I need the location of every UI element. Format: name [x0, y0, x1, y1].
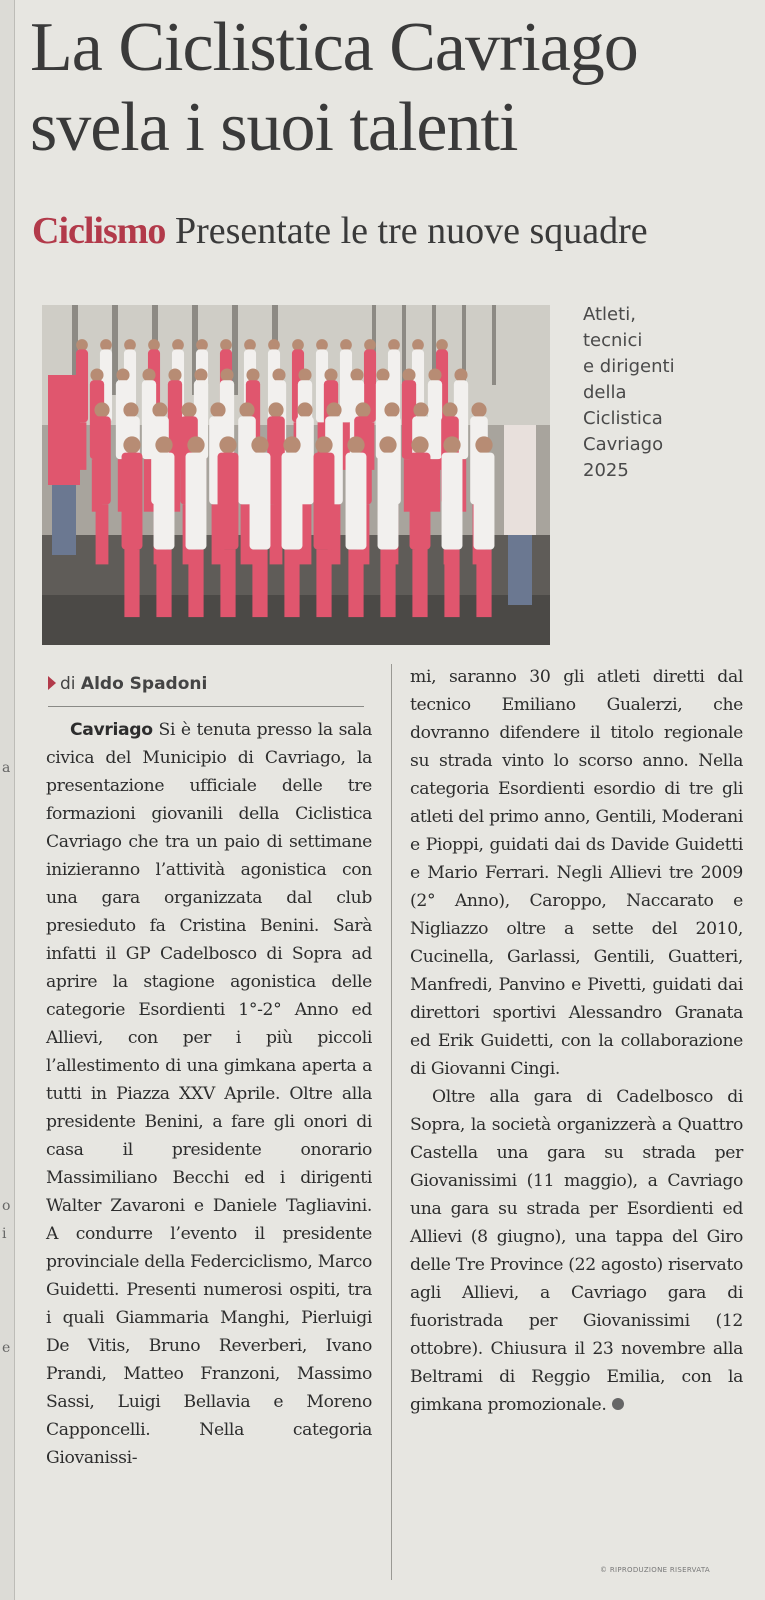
- rider-head: [340, 339, 352, 351]
- rider-legs: [284, 550, 299, 618]
- rider-head: [194, 368, 207, 381]
- rider-head: [292, 339, 304, 351]
- rider-head: [388, 339, 400, 351]
- rider-legs: [348, 550, 363, 618]
- photo-caption: [583, 302, 753, 484]
- rider-head: [210, 402, 225, 417]
- rider-body: [250, 453, 271, 550]
- caption-line: e dirigenti: [583, 356, 675, 377]
- rider-head: [268, 402, 283, 417]
- rider-legs: [380, 550, 395, 618]
- rider-head: [283, 436, 300, 453]
- caption-line: 2025: [583, 460, 629, 481]
- subheadline: [32, 208, 752, 254]
- end-mark-icon: [612, 1398, 624, 1410]
- rider-body: [346, 453, 367, 550]
- rider-body: [122, 453, 143, 550]
- rider-body: [474, 453, 495, 550]
- rider-head: [142, 368, 155, 381]
- rider-head: [90, 368, 103, 381]
- rider-head: [123, 436, 140, 453]
- rider-head: [384, 402, 399, 417]
- rider-legs: [220, 550, 235, 618]
- rider-head: [187, 436, 204, 453]
- byline-divider: [48, 706, 364, 707]
- adjacent-column-edge: [0, 0, 15, 1600]
- rider-body: [93, 416, 111, 504]
- rider-legs: [444, 550, 459, 618]
- caption-line: tecnici: [583, 330, 643, 351]
- rider-body: [314, 453, 335, 550]
- adult-legs: [508, 535, 532, 605]
- rider-head: [123, 402, 138, 417]
- rider-body: [218, 453, 239, 550]
- rider-legs: [188, 550, 203, 618]
- rider-legs: [412, 550, 427, 618]
- rider-legs: [430, 459, 440, 512]
- rider-head: [442, 402, 457, 417]
- caption-line: Ciclistica: [583, 408, 663, 429]
- rider-head: [475, 436, 492, 453]
- rider-head: [316, 339, 328, 351]
- rider-head: [124, 339, 136, 351]
- rider-head: [220, 368, 233, 381]
- rider-head: [297, 402, 312, 417]
- rider-head: [324, 368, 337, 381]
- rider-head: [239, 402, 254, 417]
- rider-legs: [252, 550, 267, 618]
- rider-head: [219, 436, 236, 453]
- rider-head: [152, 402, 167, 417]
- rider-body: [282, 453, 303, 550]
- rider-head: [268, 339, 280, 351]
- rider-head: [350, 368, 363, 381]
- adult-legs: [52, 485, 76, 555]
- rider-body: [154, 453, 175, 550]
- rider-head: [244, 339, 256, 351]
- byline-marker-icon: [48, 676, 56, 690]
- caption-line: della: [583, 382, 627, 403]
- team-photo: [42, 305, 550, 645]
- rider-body: [442, 453, 463, 550]
- rider-head: [315, 436, 332, 453]
- rider-legs: [124, 550, 139, 618]
- edge-fragment: a: [2, 760, 11, 776]
- rider-legs: [316, 550, 331, 618]
- rider-head: [355, 402, 370, 417]
- headline-line-1: La Ciclistica Cavriago: [30, 9, 638, 86]
- rider-legs: [270, 504, 283, 564]
- rider-head: [272, 368, 285, 381]
- adult-figure: [48, 375, 80, 485]
- rider-head: [402, 368, 415, 381]
- adult-figure: [504, 425, 536, 535]
- rider-head: [148, 339, 160, 351]
- copyright-notice: © RIPRODUZIONE RISERVATA: [600, 1566, 710, 1574]
- rider-head: [94, 402, 109, 417]
- column-2-paragraph-1: mi, saranno 30 gli atleti diretti dal tecnico Emiliano Gualerzi, che dovranno difendere il titolo regionale su strada vinto lo scorso anno. Nella categoria Esordienti esordio di tre gli atleti del primo anno, Gentili, Moderani e Pioppi, guidati dai ds Davide Guidetti e Mario Ferrari. Negli Allievi tre 2009 (2° Anno), Caroppo, Naccarato e Nigliazzo oltre a sette del 2010, Cucinella, Garlassi, Gentili, Guatteri, Manfredi, Panvino e Pivetti, guidati dai direttori sportivi Alessandro Granata ed Erik Guidetti, con la collaborazione di Giovanni Cingi.: [410, 667, 743, 1079]
- edge-fragment: o: [2, 1198, 11, 1214]
- column-2-paragraph-2-text: Oltre alla gara di Cadelbosco di Sopra, la società organizzerà a Quattro Castella una gara su strada per Giovanissimi (11 maggio), a Cavriago una gara su strada per Esordienti ed Allievi (8 giugno), una tappa del Giro delle Tre Province (22 agosto) riservato agli Allievi, a Cavriago gara di fuoristrada per Giovanissimi (12 ottobre). Chiusura il 23 novembre alla Beltrami di Reggio Emilia, con la gimkana promozionale.: [410, 1087, 743, 1415]
- headline-line-2: svela i suoi talenti: [30, 89, 518, 166]
- headline: [30, 8, 750, 168]
- rider-body: [378, 453, 399, 550]
- rider-head: [246, 368, 259, 381]
- rider-head: [155, 436, 172, 453]
- rider-legs: [476, 550, 491, 618]
- rider-head: [347, 436, 364, 453]
- rider-head: [428, 368, 441, 381]
- rider-head: [454, 368, 467, 381]
- rider-body: [410, 453, 431, 550]
- byline-author: Aldo Spadoni: [80, 674, 208, 694]
- rider-head: [116, 368, 129, 381]
- section-kicker: Ciclismo: [32, 210, 166, 252]
- rider-head: [251, 436, 268, 453]
- dateline: Cavriago: [70, 720, 153, 740]
- rider-legs: [96, 504, 109, 564]
- rider-head: [412, 339, 424, 351]
- caption-line: Atleti,: [583, 304, 636, 325]
- column-2-paragraph-2: [410, 1083, 743, 1419]
- rider-body: [186, 453, 207, 550]
- rider-head: [168, 368, 181, 381]
- rider-head: [196, 339, 208, 351]
- edge-fragment: i: [2, 1226, 7, 1242]
- rider-head: [100, 339, 112, 351]
- byline: [48, 674, 368, 694]
- rider-legs: [156, 550, 171, 618]
- byline-prefix: di: [60, 674, 76, 694]
- column-1-text: Si è tenuta presso la sala civica del Municipio di Cavriago, la presentazione ufficiale delle tre formazioni giovanili della Ciclistica Cavriago che tra un paio di settimane inizieranno l’attività agonistica con una gara organizzata dal club presieduto fa Cristina Benini. Sarà infatti il GP Cadelbosco di Sopra ad aprire la stagione agonistica delle categorie Esordienti 1°-2° Anno ed Allievi, con per i più piccoli l’allestimento di una gimkana aperta a tutti in Piazza XXV Aprile. Oltre alla presidente Benini, a fare gli onori di casa il presidente onorario Massimiliano Becchi ed i dirigenti Walter Zavaroni e Daniele Tagliavini. A condurre l’evento il presidente provinciale della Federciclismo, Marco Guidetti. Presenti numerosi ospiti, tra i quali Giammaria Manghi, Pierluigi De Vitis, Bruno Reverberi, Ivano Prandi, Matteo Franzoni, Massimo Sassi, Luigi Bellavia e Moreno Capponcelli. Nella categoria Giovanissi-: [46, 720, 372, 1468]
- rider-head: [436, 339, 448, 351]
- rider-head: [326, 402, 341, 417]
- column-divider: [391, 664, 392, 1580]
- rider-head: [443, 436, 460, 453]
- caption-line: Cavriago: [583, 434, 664, 455]
- article-column-2: [410, 663, 743, 1419]
- article-column-1: [46, 716, 372, 1472]
- rider-head: [379, 436, 396, 453]
- rider-head: [411, 436, 428, 453]
- rider-body: [428, 380, 442, 459]
- rider-head: [172, 339, 184, 351]
- team-photo-illustration: [42, 305, 550, 645]
- rider-head: [364, 339, 376, 351]
- rider-head: [413, 402, 428, 417]
- subtitle: Presentate le tre nuove squadre: [174, 210, 648, 252]
- rider-head: [76, 339, 88, 351]
- rider-head: [376, 368, 389, 381]
- edge-fragment: e: [2, 1340, 11, 1356]
- rider-head: [298, 368, 311, 381]
- rider-head: [220, 339, 232, 351]
- rider-head: [471, 402, 486, 417]
- rider-head: [181, 402, 196, 417]
